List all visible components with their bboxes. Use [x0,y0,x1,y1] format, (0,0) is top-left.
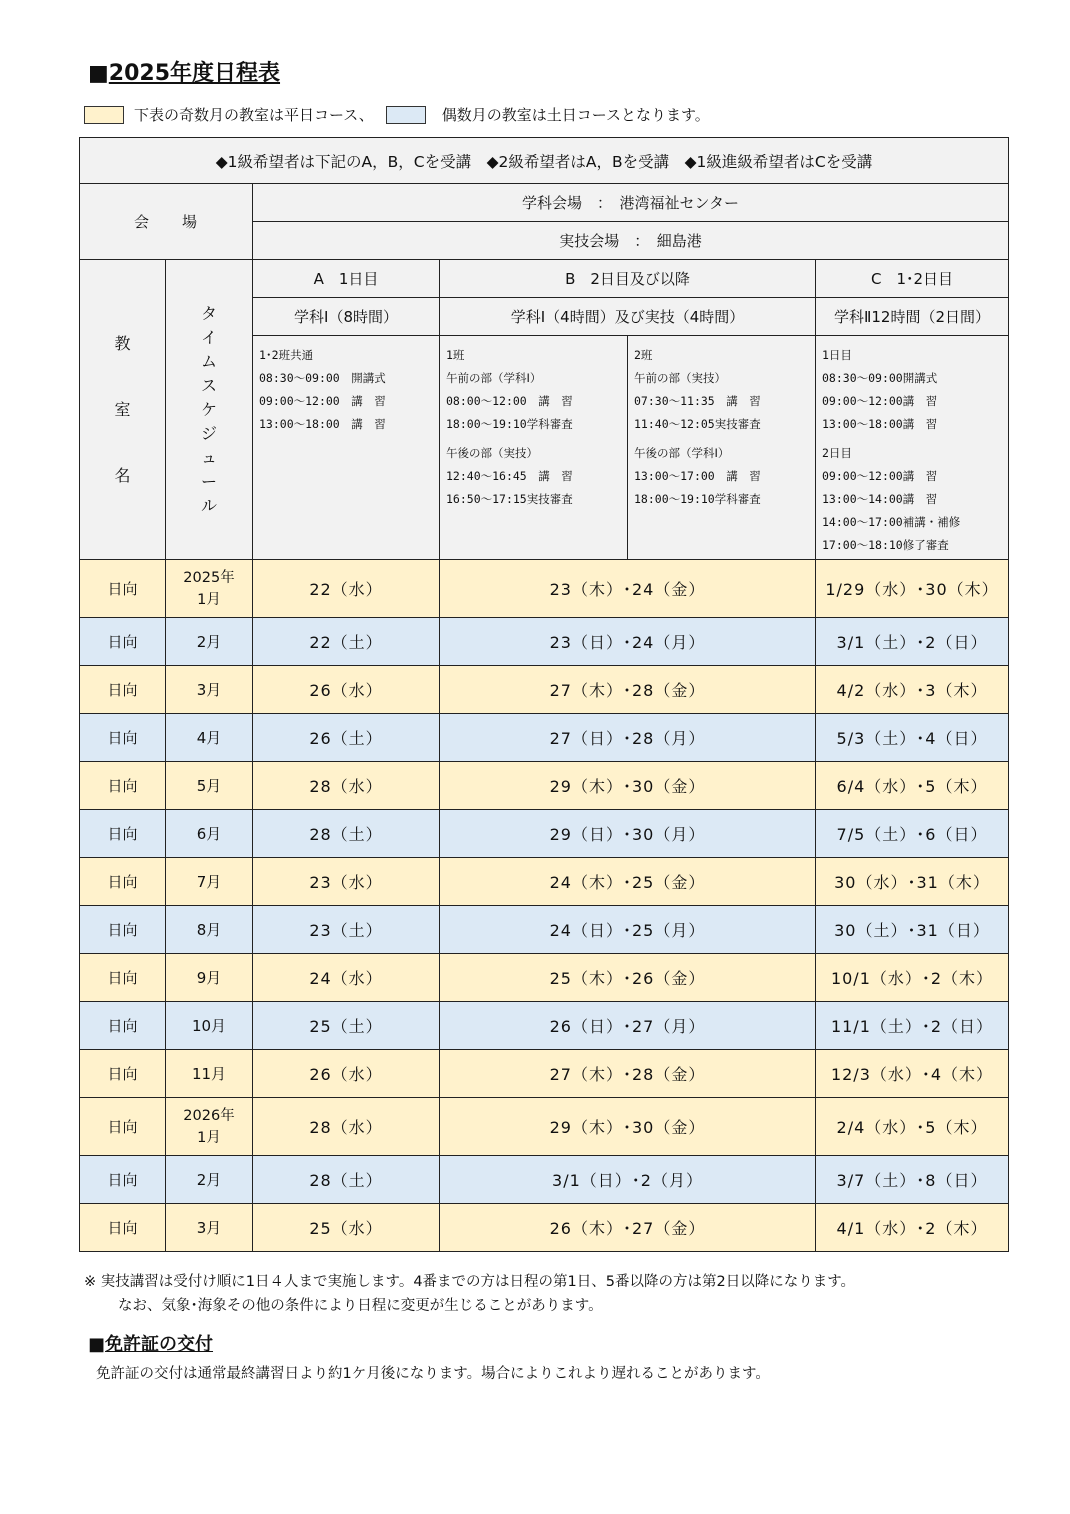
day-c-cell: 30（水）･31（木） [816,858,1009,906]
title-text: 2025年度日程表 [108,61,281,86]
table-row [80,714,1009,762]
day-b-cell: 27（日）･28（月） [440,714,816,762]
day-c-cell: 3/1（土）･2（日） [816,618,1009,666]
day-b-cell: 24（日）･25（月） [440,906,816,954]
timetable-c: 1日目 08:30～09:00開講式 09:00～12:00講 習 13:00～18:00講 習 2日目 09:00～12:00講 習 13:00～14:00講 習 14:00～17:00補講・補修 17:00～18:10修了審査 [816,336,1009,560]
schedule-table [79,137,1009,1252]
table-row [80,1156,1009,1204]
table-row [80,1204,1009,1252]
classroom-cell: 日向 [80,762,166,810]
classroom-cell: 日向 [80,858,166,906]
table-row [80,560,1009,618]
day-c-cell: 5/3（土）･4（日） [816,714,1009,762]
day-c-cell: 2/4（水）･5（木） [816,1098,1009,1156]
day-b-cell: 29（日）･30（月） [440,810,816,858]
month-cell: 2026年 1月 [166,1098,253,1156]
even-month-swatch [386,106,426,124]
month-cell: 8月 [166,906,253,954]
month-cell: 10月 [166,1002,253,1050]
classroom-cell: 日向 [80,906,166,954]
odd-month-legend-text: 下表の奇数月の教室は平日コース、 [134,106,374,124]
day-c-cell: 11/1（土）･2（日） [816,1002,1009,1050]
classroom-cell: 日向 [80,954,166,1002]
table-row [80,906,1009,954]
col-a-head: A 1日目 [253,260,440,298]
classroom-cell: 日向 [80,714,166,762]
classroom-cell: 日向 [80,1098,166,1156]
title-marker: ■ [88,61,109,86]
classroom-cell: 日向 [80,618,166,666]
license-heading-text: 免許証の交付 [105,1334,214,1355]
day-b-cell: 23（日）･24（月） [440,618,816,666]
legend [84,104,710,125]
day-a-cell: 22（水） [253,560,440,618]
day-a-cell: 26（土） [253,714,440,762]
classroom-cell: 日向 [80,666,166,714]
col-c-head: C 1･2日目 [816,260,1009,298]
day-a-cell: 25（土） [253,1002,440,1050]
col-b-sub: 学科Ⅰ（4時間）及び実技（4時間） [440,298,816,336]
requirement-note: ◆1級希望者は下記のA，B，Cを受講 ◆2級希望者はA，Bを受講 ◆1級進級希望者はCを受講 [80,138,1009,184]
venue-practical: 実技会場 ： 細島港 [253,222,1009,260]
col-c-sub: 学科Ⅱ12時間（2日間） [816,298,1009,336]
day-b-cell: 3/1（日）･2（月） [440,1156,816,1204]
day-c-cell: 6/4（水）･5（木） [816,762,1009,810]
day-c-cell: 4/1（水）･2（木） [816,1204,1009,1252]
day-a-cell: 28（水） [253,762,440,810]
day-b-cell: 29（木）･30（金） [440,1098,816,1156]
month-cell: 4月 [166,714,253,762]
table-row [80,1002,1009,1050]
day-c-cell: 30（土）･31（日） [816,906,1009,954]
day-c-cell: 12/3（水）･4（木） [816,1050,1009,1098]
classroom-cell: 日向 [80,1050,166,1098]
day-a-cell: 23（水） [253,858,440,906]
day-a-cell: 28（水） [253,1098,440,1156]
month-cell: 11月 [166,1050,253,1098]
day-b-cell: 26（木）･27（金） [440,1204,816,1252]
table-row [80,1050,1009,1098]
day-b-cell: 25（木）･26（金） [440,954,816,1002]
classroom-cell: 日向 [80,1002,166,1050]
footnote-line-2: なお、気象･海象その他の条件により日程に変更が生じることがあります。 [118,1298,603,1314]
footnote [84,1270,855,1318]
day-c-cell: 10/1（水）･2（木） [816,954,1009,1002]
day-a-cell: 26（水） [253,1050,440,1098]
venue-theory: 学科会場 ： 港湾福祉センター [253,184,1009,222]
day-a-cell: 23（土） [253,906,440,954]
table-row [80,666,1009,714]
timeschedule-label: タ イ ム ス ケ ジ ュ ー ル [166,260,253,560]
month-cell: 9月 [166,954,253,1002]
month-cell: 5月 [166,762,253,810]
col-a-sub: 学科Ⅰ（8時間） [253,298,440,336]
day-b-cell: 29（木）･30（金） [440,762,816,810]
table-row [80,858,1009,906]
day-c-cell: 1/29（水）･30（木） [816,560,1009,618]
table-row [80,618,1009,666]
venue-label: 会 場 [80,184,253,260]
month-cell: 2025年 1月 [166,560,253,618]
day-a-cell: 25（水） [253,1204,440,1252]
classroom-cell: 日向 [80,560,166,618]
day-b-cell: 24（木）･25（金） [440,858,816,906]
table-row [80,762,1009,810]
footnote-line-1: ※ 実技講習は受付け順に1日４人まで実施します。4番までの方は日程の第1日、5番以降の方は第2日以降になります。 [84,1274,856,1290]
day-c-cell: 4/2（水）･3（木） [816,666,1009,714]
day-b-cell: 27（木）･28（金） [440,666,816,714]
table-row [80,1098,1009,1156]
col-b-head: B 2日目及び以降 [440,260,816,298]
day-a-cell: 28（土） [253,810,440,858]
month-cell: 2月 [166,1156,253,1204]
requirement-note-row [80,138,1009,184]
classroom-cell: 日向 [80,1204,166,1252]
month-cell: 6月 [166,810,253,858]
day-c-cell: 3/7（土）･8（日） [816,1156,1009,1204]
day-a-cell: 28（土） [253,1156,440,1204]
day-a-cell: 24（水） [253,954,440,1002]
classroom-label: 教 室 名 [80,260,166,560]
timetable-b-group2: 2班 午前の部（実技） 07:30～11:35 講 習 11:40～12:05実技審査 午後の部（学科Ⅰ） 13:00～17:00 講 習 18:00～19:10学科審査 [628,336,816,560]
odd-month-swatch [84,106,124,124]
day-b-cell: 23（木）･24（金） [440,560,816,618]
timetable-b-group1: 1班 午前の部（学科Ⅰ） 08:00～12:00 講 習 18:00～19:10学科審査 午後の部（実技） 12:40～16:45 講 習 16:50～17:15実技審査 [440,336,628,560]
day-b-cell: 27（木）･28（金） [440,1050,816,1098]
table-row [80,954,1009,1002]
month-cell: 7月 [166,858,253,906]
course-head-row [80,260,1009,298]
month-cell: 3月 [166,1204,253,1252]
license-marker: ■ [88,1334,106,1355]
page-title [88,56,280,87]
venue-row-theory [80,184,1009,222]
license-body: 免許証の交付は通常最終講習日より約1ケ月後になります。場合によりこれより遅れることがあります。 [96,1366,770,1382]
classroom-cell: 日向 [80,810,166,858]
day-b-cell: 26（日）･27（月） [440,1002,816,1050]
day-c-cell: 7/5（土）･6（日） [816,810,1009,858]
table-row [80,810,1009,858]
day-a-cell: 22（土） [253,618,440,666]
month-cell: 2月 [166,618,253,666]
schedule-rows [80,560,1009,1252]
license-heading [88,1330,213,1356]
classroom-cell: 日向 [80,1156,166,1204]
timetable-a: 1･2班共通 08:30～09:00 開講式 09:00～12:00 講 習 13:00～18:00 講 習 [253,336,440,560]
month-cell: 3月 [166,666,253,714]
day-a-cell: 26（水） [253,666,440,714]
even-month-legend-text: 偶数月の教室は土日コースとなります。 [441,106,710,124]
